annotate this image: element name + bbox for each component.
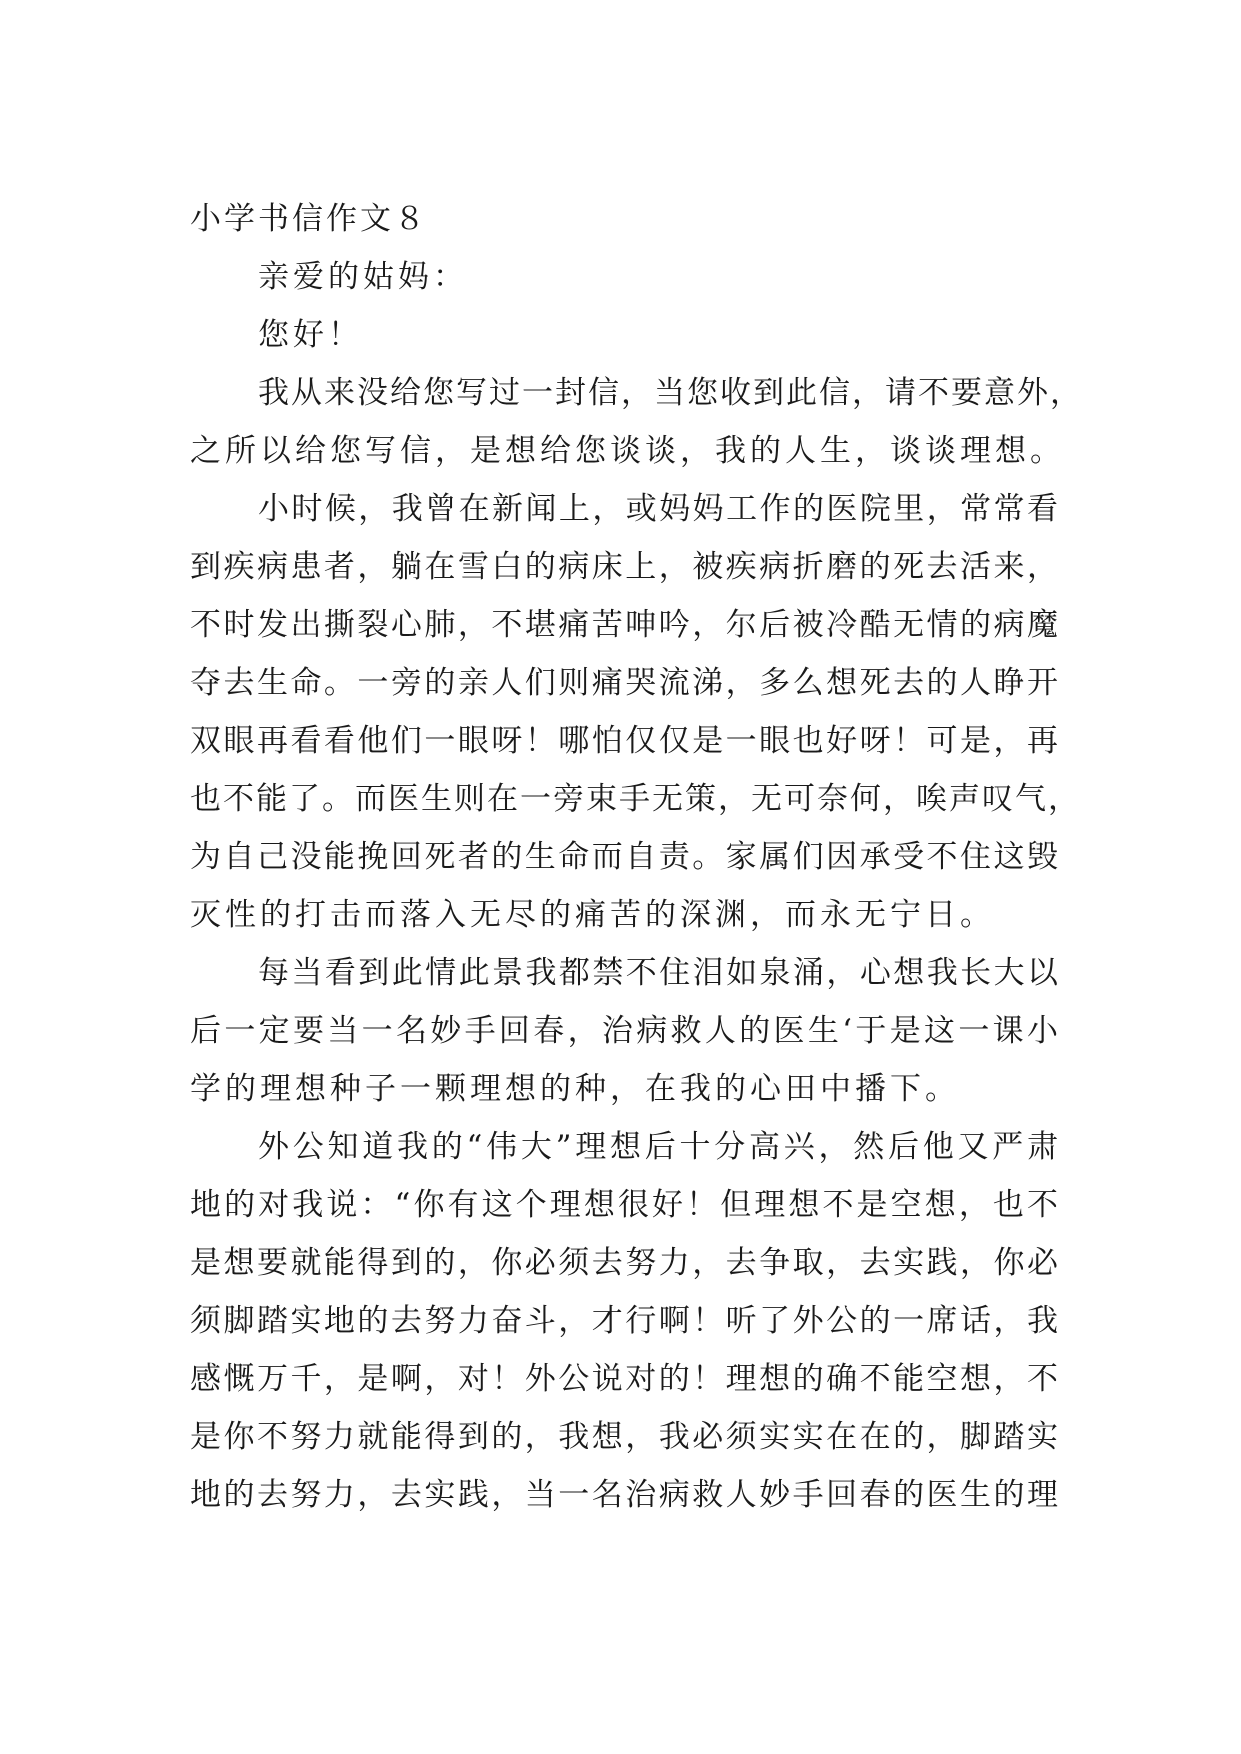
text-line: 您好！ — [258, 317, 363, 353]
text-line: 地的对我说：“你有这个理想很好！但理想不是空想，也不 — [190, 1187, 1060, 1223]
text-line: 夺去生命。一旁的亲人们则痛哭流涕，多么想死去的人睁开 — [190, 665, 1060, 701]
document-title: 小学书信作文８ — [190, 201, 428, 237]
document-page — [190, 190, 1083, 1524]
text-line: 也不能了。而医生则在一旁束手无策，无可奈何，唉声叹气， — [190, 781, 1081, 817]
text-line: 灭性的打击而落入无尽的痛苦的深渊，而永无宁日。 — [190, 897, 995, 933]
text-line: 后一定要当一名妙手回春，治病救人的医生‘于是这一课小 — [190, 1013, 1060, 1049]
text-line: 感慨万千，是啊，对！外公说对的！理想的确不能空想，不 — [190, 1361, 1060, 1397]
letter-body — [190, 248, 1083, 1524]
text-line: 之所以给您写信，是想给您谈谈，我的人生，谈谈理想。 — [190, 433, 1065, 469]
text-line: 学的理想种子一颗理想的种，在我的心田中播下。 — [190, 1071, 960, 1107]
text-line: 为自己没能挽回死者的生命而自责。家属们因承受不住这毁 — [190, 839, 1060, 875]
text-line: 须脚踏实地的去努力奋斗，才行啊！听了外公的一席话，我 — [190, 1303, 1060, 1339]
text-line: 小时候，我曾在新闻上，或妈妈工作的医院里，常常看 — [258, 491, 1060, 527]
text-line: 地的去努力，去实践，当一名治病救人妙手回春的医生的理 — [190, 1477, 1060, 1513]
text-line: 我从来没给您写过一封信，当您收到此信，请不要意外， — [258, 375, 1083, 411]
text-line: 亲爱的姑妈： — [258, 259, 468, 295]
text-line: 外公知道我的“伟大”理想后十分高兴，然后他又严肃 — [258, 1129, 1060, 1165]
text-line: 不时发出撕裂心肺，不堪痛苦呻吟，尔后被冷酷无情的病魔 — [190, 607, 1060, 643]
text-line: 双眼再看看他们一眼呀！哪怕仅仅是一眼也好呀！可是，再 — [190, 723, 1060, 759]
text-line: 是你不努力就能得到的，我想，我必须实实在在的，脚踏实 — [190, 1419, 1060, 1455]
text-line: 是想要就能得到的，你必须去努力，去争取，去实践，你必 — [190, 1245, 1060, 1281]
text-line: 到疾病患者，躺在雪白的病床上，被疾病折磨的死去活来， — [190, 549, 1060, 585]
text-line: 每当看到此情此景我都禁不住泪如泉涌，心想我长大以 — [258, 955, 1060, 991]
